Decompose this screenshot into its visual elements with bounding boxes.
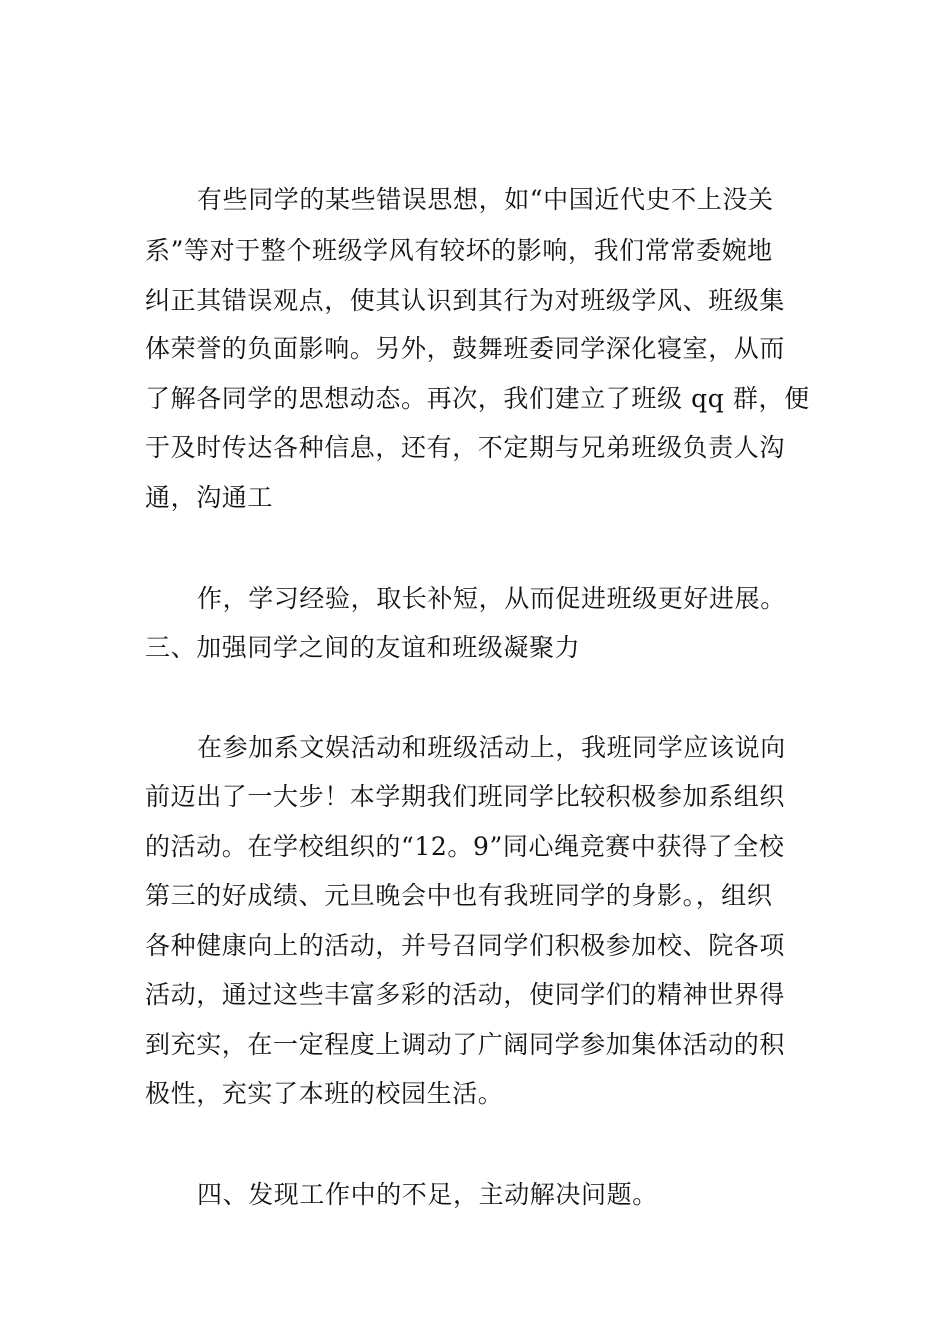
section-heading-4: 四、发现工作中的不足，主动解决问题。 [197, 1180, 658, 1209]
paragraph-line: 前迈出了一大步！本学期我们班同学比较积极参加系组织 [145, 782, 786, 811]
paragraph-line: 各种健康向上的活动，并号召同学们积极参加校、院各项 [145, 931, 786, 960]
paragraph-line: 在参加系文娱活动和班级活动上，我班同学应该说向 [197, 733, 786, 762]
section-heading-3: 三、加强同学之间的友谊和班级凝聚力 [145, 633, 581, 662]
paragraph-line: 体荣誉的负面影响。另外，鼓舞班委同学深化寝室，从而 [145, 334, 786, 363]
paragraph-line: 有些同学的某些错误思想，如“中国近代史不上没关 [197, 185, 774, 214]
paragraph-line: 于及时传达各种信息，还有，不定期与兄弟班级负责人沟 [145, 433, 786, 462]
paragraph-line: 的活动。在学校组织的“12。9”同心绳竞赛中获得了全校 [145, 832, 785, 861]
paragraph-line: 通，沟通工 [145, 483, 274, 512]
paragraph-line: 极性，充实了本班的校园生活。 [145, 1079, 504, 1108]
paragraph-line: 到充实，在一定程度上调动了广阔同学参加集体活动的积 [145, 1030, 786, 1059]
paragraph-line: 了解各同学的思想动态。再次，我们建立了班级 qq 群，便 [145, 384, 810, 413]
paragraph-line: 活动，通过这些丰富多彩的活动，使同学们的精神世界得 [145, 980, 786, 1009]
paragraph-line: 系”等对于整个班级学风有较坏的影响，我们常常委婉地 [145, 236, 773, 265]
paragraph-line: 作，学习经验，取长补短，从而促进班级更好进展。 [197, 584, 786, 613]
paragraph-line: 纠正其错误观点，使其认识到其行为对班级学风、班级集 [145, 286, 786, 315]
paragraph-line: 第三的好成绩、元旦晚会中也有我班同学的身影。，组织 [145, 881, 773, 910]
